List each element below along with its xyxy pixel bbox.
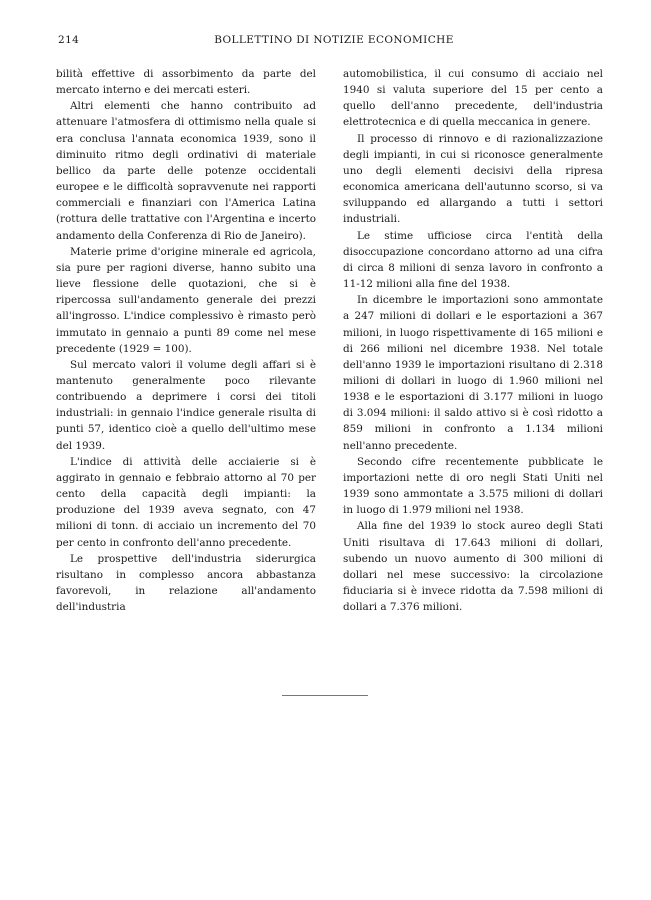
running-title: BOLLETTINO DI NOTIZIE ECONOMICHE — [214, 34, 454, 46]
paragraph: Il processo di rinnovo e di razionalizzazione degli impianti, in cui si riconosce generalmente uno degli elementi decisivi della ripresa economica americana dell'autunno scorso, si va sviluppando ed allargando a tutti i settori industriali. — [343, 132, 603, 226]
paragraph: automobilistica, il cui consumo di acciaio nel 1940 si valuta superiore del 15 per cento a quello dell'anno precedente, dell'industria elettrotecnica e di quella meccanica in genere. — [343, 68, 603, 129]
page-number: 214 — [58, 34, 80, 46]
paragraph: L'indice di attività delle acciaierie si è aggirato in gennaio e febbraio attorno al 70 per cento della capacità degli impianti: la produzione del 1939 aveva segnato, con 47 milioni di tonn. di acciaio un incremento del 70 per cento in confronto dell'anno precedente. — [56, 455, 316, 549]
paragraph: Materie prime d'origine minerale ed agricola, sia pure per ragioni diverse, hanno subito una lieve flessione delle quotazioni, che si è ripercossa sull'andamento generale dei prezzi all'ingrosso. L'indice complessivo è rimasto però immutato in gennaio a punti 89 come nel mese precedente (1929 = 100). — [56, 245, 316, 355]
left-column — [56, 66, 316, 615]
paragraph: Secondo cifre recentemente pubblicate le importazioni nette di oro negli Stati Uniti nel 1939 sono ammontate a 3.575 milioni di dollari in luogo di 1.979 milioni nel 1938. — [343, 455, 603, 517]
paragraph: Le prospettive dell'industria siderurgica risultano in complesso ancora abbastanza favorevoli, in relazione all'andamento dell'industria — [56, 552, 316, 614]
paragraph: bilità effettive di assorbimento da parte del mercato interno e dei mercati esteri. — [56, 68, 316, 97]
section-divider — [282, 695, 368, 696]
paragraph: Alla fine del 1939 lo stock aureo degli Stati Uniti risultava di 17.643 milioni di dollari, subendo un nuovo aumento di 300 milioni di dollari nel mese successivo: la circolazione fiduciaria si è invece ridotta da 7.598 milioni di dollari a 7.376 milioni. — [343, 520, 603, 614]
page-header — [58, 34, 610, 50]
paragraph: Altri elementi che hanno contribuito ad attenuare l'atmosfera di ottimismo nella quale si era conclusa l'annata economica 1939, sono il diminuito ritmo degli ordinativi di materiale bellico da parte delle potenze occidentali europee e le difficoltà sopravvenute nei rapporti commerciali e finanziari con l'America Latina (rottura delle trattative con l'Argentina e incerto andamento della Conferenza di Rio de Janeiro). — [56, 100, 316, 242]
paragraph: In dicembre le importazioni sono ammontate a 247 milioni di dollari e le esportazioni a 367 milioni, in luogo rispettivamente di 165 milioni e di 266 milioni nel dicembre 1938. Nel totale dell'anno 1939 le importazioni risultano di 2.318 milioni di dollari in luogo di 1.960 milioni nel 1938 e le esportazioni di 3.177 milioni in luogo di 3.094 milioni: il saldo attivo si è così ridotto a 859 milioni in confronto a 1.134 milioni nell'anno precedente. — [343, 294, 603, 452]
paragraph: Le stime ufficiose circa l'entità della disoccupazione concordano attorno ad una cifra di circa 8 milioni di senza lavoro in confronto a 11-12 milioni alla fine del 1938. — [343, 229, 603, 291]
right-column — [343, 66, 603, 615]
paragraph: Sul mercato valori il volume degli affari si è mantenuto generalmente poco rilevante contribuendo a deprimere i corsi dei titoli industriali: in gennaio l'indice generale risulta di punti 57, identico cioè a quello dell'ultimo mese del 1939. — [56, 358, 316, 452]
